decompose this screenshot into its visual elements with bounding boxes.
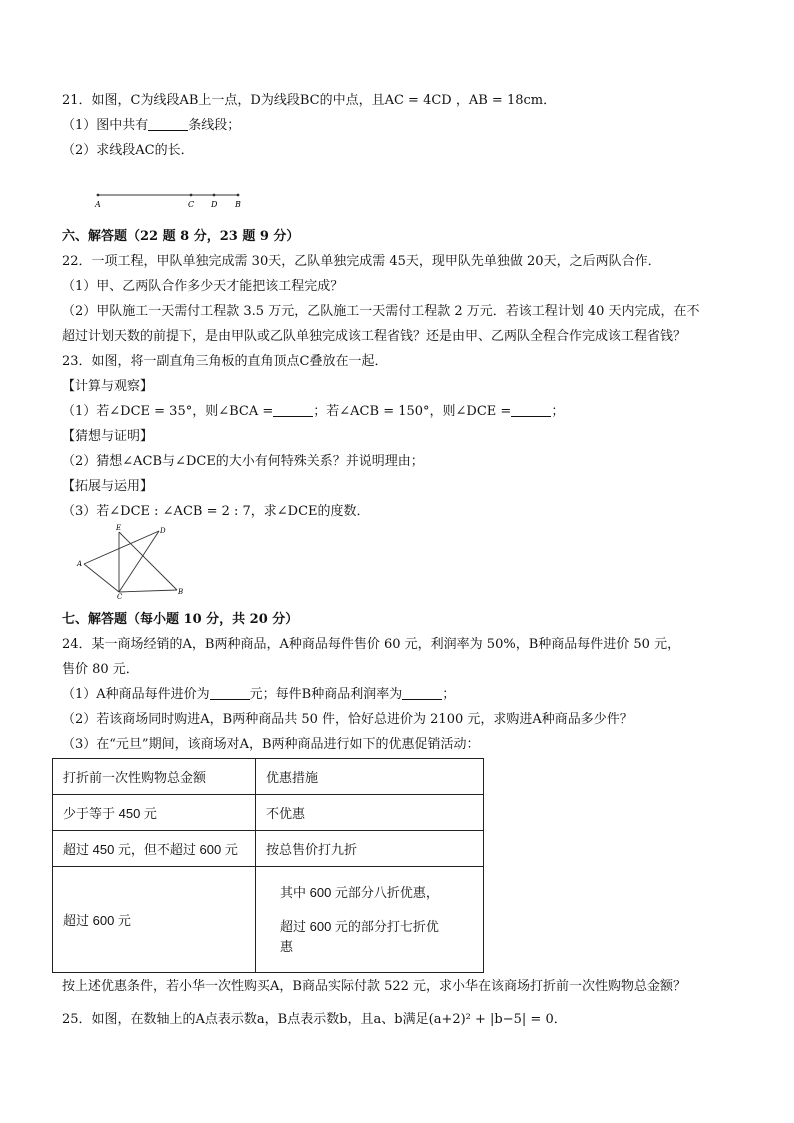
table-cell: 不优惠 — [256, 795, 484, 831]
q21-segment-figure — [90, 188, 250, 210]
answer-blank[interactable] — [511, 403, 551, 417]
table-cell-line: 其中 600 元部分八折优惠， — [280, 884, 439, 900]
answer-blank[interactable] — [273, 403, 313, 417]
table-header-row — [53, 759, 484, 795]
label-a: A — [77, 560, 83, 568]
discount-table — [52, 758, 484, 973]
q23-tag-extend: 【拓展与运用】 — [62, 479, 154, 494]
q21-stem: 21．如图，C为线段AB上一点，D为线段BC的中点，且AC = 4CD ，AB = 18cm． — [62, 93, 557, 108]
label-b: B — [178, 588, 184, 596]
q22-sub2-line1: （2）甲队施工一天需付工程款 3.5 万元，乙队施工一天需付工程款 2 万元．若该工程计划 40 天内完成，在不 — [62, 304, 700, 319]
q22-sub1: （1）甲、乙两队合作多少天才能把该工程完成？ — [62, 279, 344, 294]
q24-sub1: （1）A种商品每件进价为 元；每件B种商品利润率为 ； — [62, 687, 456, 702]
table-cell: 少于等于 450 元 — [53, 795, 256, 831]
q22-sub2-line2: 超过计划天数的前提下，是由甲队或乙队单独完成该工程省钱？还是由甲、乙两队全程合作完成该工程省钱？ — [62, 329, 687, 344]
section-6-title: 六、解答题（22 题 8 分，23 题 9 分） — [62, 229, 300, 244]
q23-stem: 23．如图，将一副直角三角板的直角顶点C叠放在一起． — [62, 354, 388, 369]
q23-sub1: （1）若∠DCE = 35°，则∠BCA = ；若∠ACB = 150°，则∠DCE = ； — [62, 404, 565, 419]
q23-tag-conjecture: 【猜想与证明】 — [62, 429, 154, 444]
table-cell: 超过 450 元，但不超过 600 元 — [53, 831, 256, 867]
label-e: E — [116, 524, 122, 532]
q23-triangle-figure — [74, 524, 194, 600]
q23-sub3: （3）若∠DCE : ∠ACB = 2 : 7，求∠DCE的度数． — [62, 504, 370, 519]
q21-sub2: （2）求线段AC的长． — [62, 143, 194, 158]
table-row — [53, 795, 484, 831]
label-c: C — [117, 593, 123, 600]
label-d: D — [211, 200, 218, 209]
table-cell-line: 超过 600 元的部分打七折优 — [280, 918, 439, 934]
q24-stem-line1: 24．某一商场经销的A，B两种商品，A种商品每件售价 60 元，利润率为 50%，B种商品每件进价 50 元， — [62, 637, 681, 652]
label-b: B — [235, 200, 241, 209]
label-c: C — [188, 200, 195, 209]
label-a: A — [95, 200, 101, 209]
table-header-cell: 优惠措施 — [256, 759, 484, 795]
table-cell: 超过 600 元 — [53, 867, 256, 973]
q24-after-table: 按上述优惠条件，若小华一次性购买A，B商品实际付款 522 元，求小华在该商场打折前一次性购物总金额？ — [62, 979, 687, 994]
q24-stem-line2: 售价 80 元． — [62, 662, 139, 677]
answer-blank[interactable] — [402, 686, 442, 700]
table-header-cell: 打折前一次性购物总金额 — [53, 759, 256, 795]
table-row — [53, 831, 484, 867]
table-cell — [256, 867, 484, 973]
q25-stem: 25．如图，在数轴上的A点表示数a，B点表示数b，且a、b满足(a+2)² + |b−5| = 0． — [62, 1012, 567, 1027]
q21-sub1: （1）图中共有 条线段； — [62, 118, 241, 133]
section-7-title: 七、解答题（每小题 10 分，共 20 分） — [62, 612, 299, 627]
q22-stem: 22．一项工程，甲队单独完成需 30天，乙队单独完成需 45天，现甲队先单独做 20天，之后两队合作． — [62, 254, 661, 269]
q24-sub2: （2）若该商场同时购进A，B两种商品共 50 件，恰好总进价为 2100 元，求购进A种商品多少件？ — [62, 712, 633, 727]
table-cell: 按总售价打九折 — [256, 831, 484, 867]
table-cell-line: 惠 — [280, 938, 294, 954]
q23-tag-compute: 【计算与观察】 — [62, 379, 154, 394]
q23-sub2: （2）猜想∠ACB与∠DCE的大小有何特殊关系？并说明理由； — [62, 454, 424, 469]
q24-sub3: （3）在“元旦”期间，该商场对A，B两种商品进行如下的优惠促销活动： — [62, 737, 480, 752]
answer-blank[interactable] — [148, 117, 188, 131]
answer-blank[interactable] — [210, 686, 250, 700]
table-row — [53, 867, 484, 973]
label-d: D — [160, 527, 166, 535]
